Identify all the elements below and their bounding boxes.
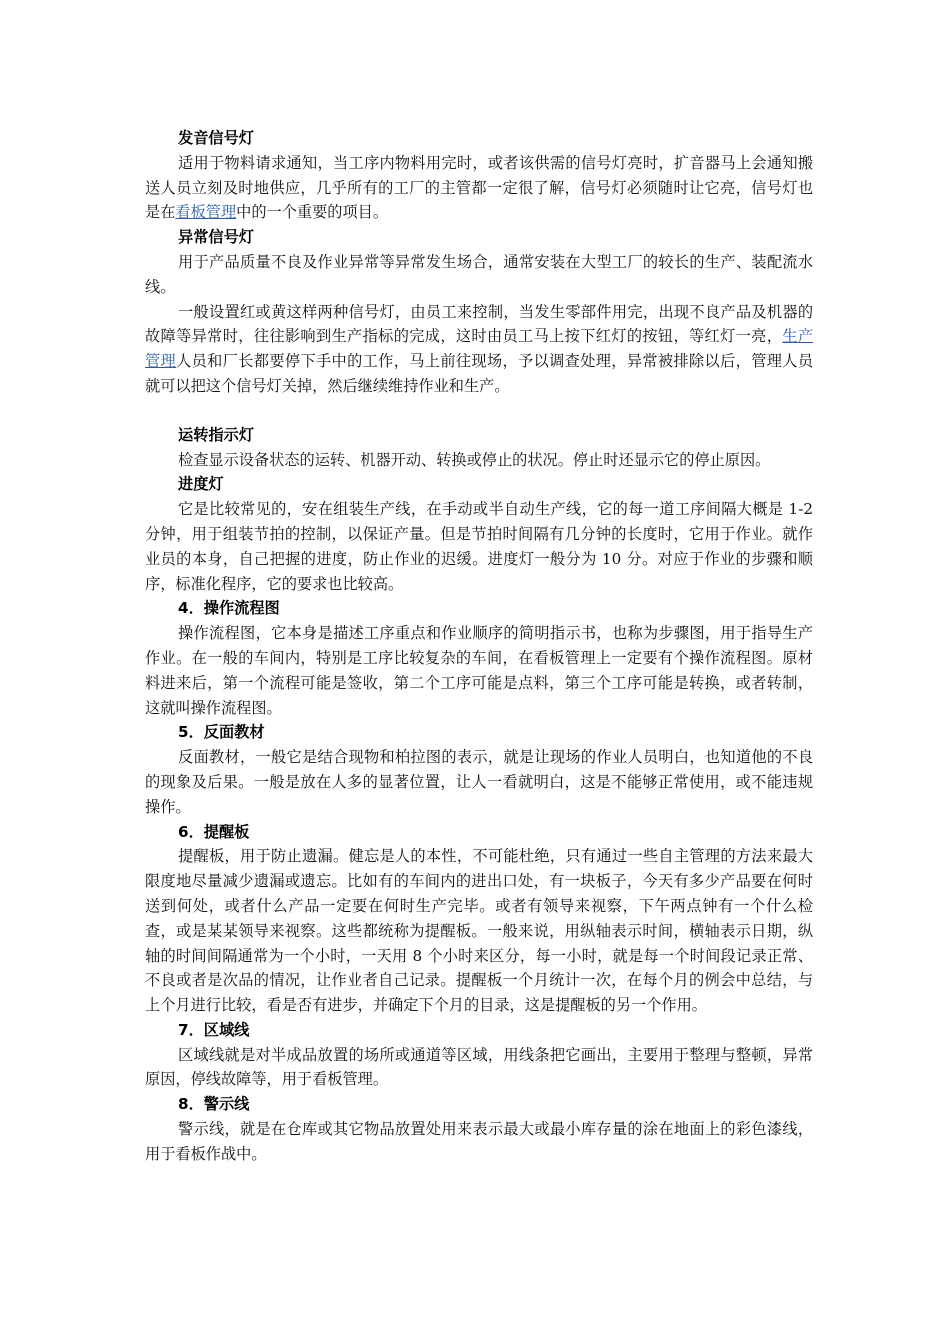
section-heading: 发音信号灯 bbox=[178, 129, 254, 147]
spacer bbox=[145, 399, 813, 423]
kanban-management-link[interactable]: 看板管理 bbox=[175, 203, 237, 222]
section-heading: 运转指示灯 bbox=[178, 425, 254, 444]
document-body bbox=[145, 126, 813, 1167]
paragraph: 操作流程图，它本身是描述工序重点和作业顺序的简明指示书，也称为步骤图，用于指导生产作业。在一般的车间内，特别是工序比较复杂的车间，在看板管理上一定要有个操作流程图。原材料进来后，第一个流程可能是签收，第二个工序可能是点料，第三个工序可能是转换，或者转制，这就叫操作流程图。 bbox=[145, 624, 813, 717]
paragraph bbox=[145, 151, 813, 225]
section-heading: 4．操作流程图 bbox=[178, 599, 280, 618]
section-heading: 进度灯 bbox=[178, 475, 224, 494]
paragraph-text: 一般设置红或黄这样两种信号灯，由员工来控制，当发生零部件用完，出现不良产品及机器的故障等异常时，往往影响到生产指标的完成，这时由员工马上按下红灯的按钮，等红灯一亮， bbox=[145, 302, 813, 346]
production-management-link[interactable]: 生产管理 bbox=[145, 327, 814, 371]
section-heading: 7．区域线 bbox=[178, 1020, 250, 1039]
paragraph: 警示线，就是在仓库或其它物品放置处用来表示最大或最小库存量的涂在地面上的彩色漆线，用于看板作战中。 bbox=[145, 1120, 813, 1163]
paragraph bbox=[145, 300, 813, 399]
paragraph: 检查显示设备状态的运转、机器开动、转换或停止的状况。停止时还显示它的停止原因。 bbox=[178, 450, 771, 469]
paragraph: 反面教材，一般它是结合现物和柏拉图的表示，就是让现场的作业人员明白，也知道他的不良的现象及后果。一般是放在人多的显著位置，让人一看就明白，这是不能够正常使用，或不能违规操作。 bbox=[145, 748, 813, 816]
paragraph-text: 适用于物料请求通知，当工序内物料用完时，或者该供需的信号灯亮时，扩音器马上会通知搬送人员立刻及时地供应，几乎所有的工厂的主管都一定很了解，信号灯必须随时让它亮，信号灯也是在 bbox=[145, 153, 813, 222]
section-heading: 异常信号灯 bbox=[178, 228, 254, 247]
paragraph-text: 人员和厂长都要停下手中的工作，马上前往现场，予以调查处理，异常被排除以后，管理人员就可以把这个信号灯关掉，然后继续维持作业和生产。 bbox=[145, 352, 814, 395]
paragraph: 区域线就是对半成品放置的场所或通道等区域，用线条把它画出，主要用于整理与整顿，异常原因，停线故障等，用于看板管理。 bbox=[145, 1045, 813, 1089]
section-heading: 6．提醒板 bbox=[178, 822, 250, 841]
paragraph: 提醒板，用于防止遗漏。健忘是人的本性，不可能杜绝，只有通过一些自主管理的方法来最大限度地尽量减少遗漏或遗忘。比如有的车间内的进出口处，有一块板子，今天有多少产品要在何时送到何处，或者什么产品一定要在何时生产完毕。或者有领导来视察，下午两点钟有一个什么检查，或是某某领导来视察。这些都统称为提醒板。一般来说，用纵轴表示时间，横轴表示日期，纵轴的时间间隔通常为一个小时，一天用 8 个小时来区分，每一小时，就是每一个时间段记录正常、不良或者是次品的情况，让作业者自己记录。提醒板一个月统计一次，在每个月的例会中总结，与上个月进行比较，看是否有进步，并确定下个月的目录，这是提醒板的另一个作用。 bbox=[145, 847, 813, 1015]
paragraph-text: 中的一个重要的项目。 bbox=[236, 203, 388, 222]
paragraph: 它是比较常见的，安在组装生产线，在手动或半自动生产线，它的每一道工序间隔大概是 1-2 分钟，用于组装节拍的控制，以保证产量。但是节拍时间隔有几分钟的长度时，它用于作业。就作业员的本身，自己把握的进度，防止作业的迟缓。进度灯一般分为 10 分。对应于作业的步骤和顺序，标准化程序，它的要求也比较高。 bbox=[145, 500, 813, 593]
section-heading: 5．反面教材 bbox=[178, 723, 265, 742]
paragraph: 用于产品质量不良及作业异常等异常发生场合，通常安装在大型工厂的较长的生产、装配流水线。 bbox=[145, 252, 813, 296]
section-heading: 8．警示线 bbox=[178, 1095, 250, 1114]
